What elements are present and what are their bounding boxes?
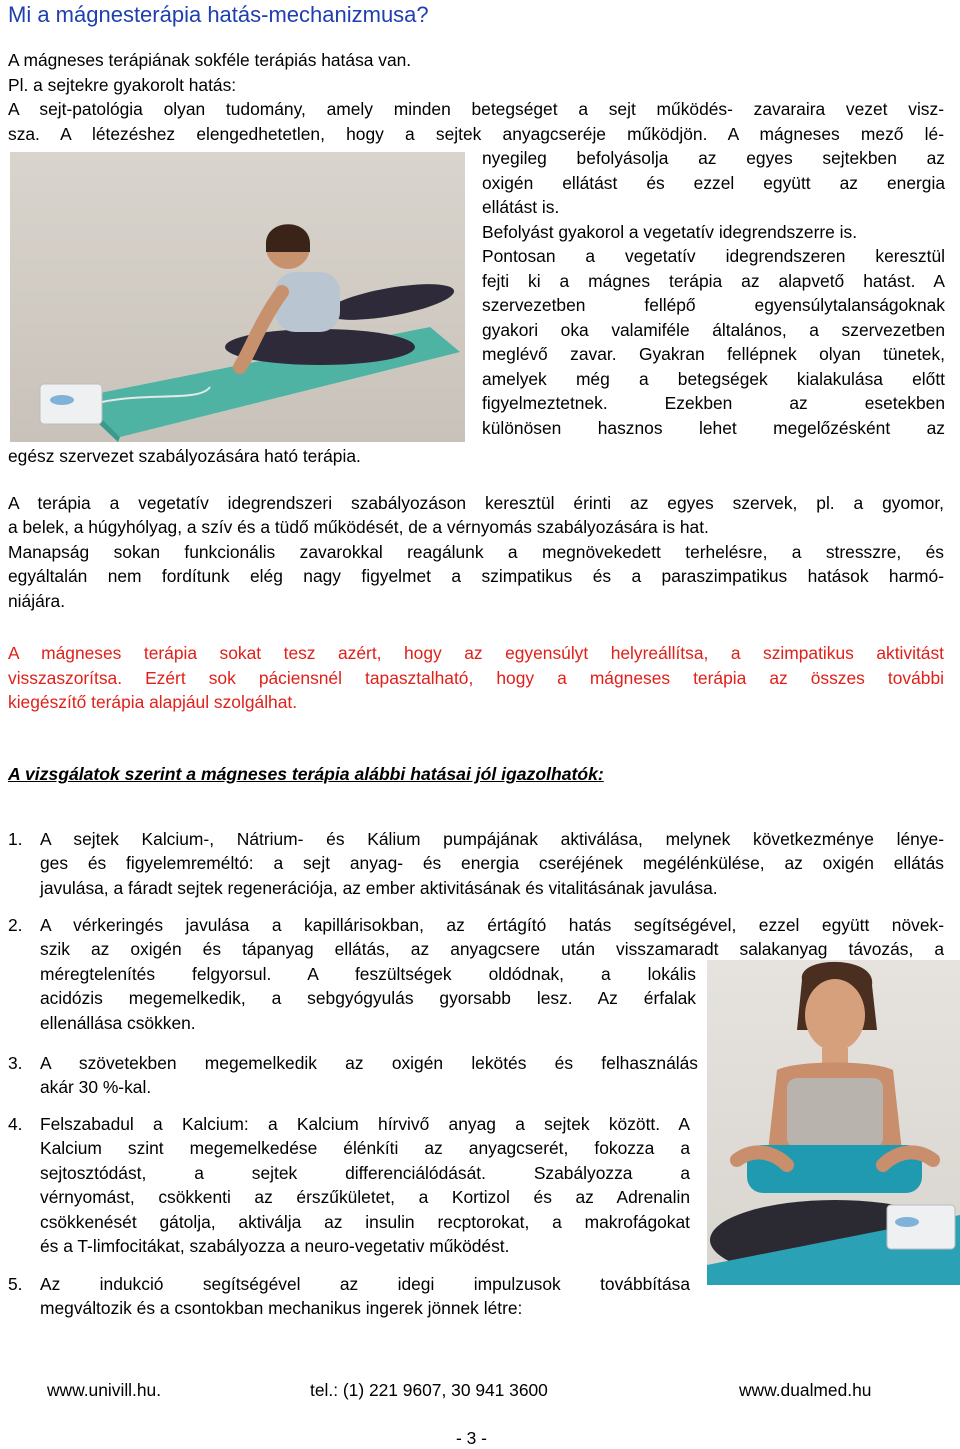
list-item-line: szik az oxigén és tápanyag ellátás, az anyagcsere után visszamaradt salakanyag távozás, a [40, 939, 944, 960]
wrap-line-2: oxigén ellátást és ezzel együtt az energia [482, 173, 945, 193]
page-title: Mi a mágnesterápia hatás-mechanizmusa? [8, 2, 429, 27]
wrap-line-5: Pontosan a vegetatív idegrendszeren keresztül [482, 246, 945, 266]
wrap-line-9: meglévő zavar. Gyakran fellépnek olyan tünetek, [482, 344, 945, 364]
intro-line-4: sza. A létezéshez elengedhetetlen, hogy a sejtek anyagcseréje működjön. A mágneses mező lé- [8, 124, 944, 144]
body-line-2: a belek, a húgyhólyag, a szív és a tüdő működését, de a vérnyomás szabályozására is hat. [8, 517, 709, 537]
list-item-4 [8, 1112, 690, 1258]
intro-line-1: A mágneses terápiának sokféle terápiás hatása van. [8, 50, 412, 70]
red-line-3: kiegészítő terápia alapjául szolgálhat. [8, 692, 298, 712]
list-item-line: ellenállása csökken. [40, 1012, 196, 1033]
wrap-tail: egész szervezet szabályozására ható terápia. [8, 446, 361, 466]
effects-heading: A vizsgálatok szerint a mágneses terápia alábbi hatásai jól igazolhatók: [8, 764, 604, 784]
list-item-line: Felszabadul a Kalcium: a Kalcium hírvivő anyag a sejtek között. A [40, 1114, 690, 1134]
therapy-mat-photo [10, 152, 465, 442]
page-number: - 3 - [456, 1428, 487, 1448]
list-item-line: sejtosztódást, a sejtek differenciálódását. Szabályozza a [40, 1162, 690, 1183]
list-number: 3. [8, 1053, 23, 1073]
red-line-1: A mágneses terápia sokat tesz azért, hogy az egyensúlyt helyreállítsa, a szimpatikus aktivitást [8, 643, 944, 663]
wrap-line-1: nyegileg befolyásolja az egyes sejtekben az [482, 148, 945, 168]
list-item-line: vérnyomást, csökkenti az érszűkületet, a Kortizol és az Adrenalin [40, 1187, 690, 1208]
body-line-5: niájára. [8, 591, 66, 611]
wrap-line-6: fejti ki a mágnes terápia az alapvető hatást. A [482, 271, 945, 291]
list-item-3 [8, 1051, 698, 1100]
list-number: 2. [8, 915, 23, 935]
wrap-line-4: Befolyást gyakorol a vegetatív idegrendszerre is. [482, 222, 858, 242]
sitting-woman-photo [707, 960, 960, 1285]
footer-phone: tel.: (1) 221 9607, 30 941 3600 [310, 1380, 548, 1400]
list-item-line: A sejtek Kalcium-, Nátrium- és Kálium pumpájának aktiválása, melynek következménye lénye- [40, 829, 944, 849]
list-item-5 [8, 1272, 690, 1321]
body-line-4: egyáltalán nem fordítunk elég nagy figyelmet a szimpatikus és a paraszimpatikus hatások harmó- [8, 566, 944, 586]
wrap-line-12: különösen hasznos lehet megelőzésként az [482, 418, 945, 438]
footer-website-left[interactable]: www.univill.hu. [47, 1380, 162, 1400]
list-item-line: A szövetekben megemelkedik az oxigén lekötés és felhasználás [40, 1053, 698, 1073]
list-item-line: A vérkeringés javulása a kapillárisokban, az értágító hatás segítségével, ezzel együtt növek- [40, 915, 944, 935]
list-item-line: megváltozik és a csontokban mechanikus ingerek jönnek létre: [40, 1298, 523, 1319]
red-line-2: visszaszorítsa. Ezért sok páciensnél tapasztalható, hogy a mágneses terápia az összes további [8, 668, 944, 688]
body-line-3: Manapság sokan funkcionális zavarokkal reagálunk a megnövekedett terhelésre, a stresszre, és [8, 542, 944, 562]
sitting-woman-illustration [707, 960, 960, 1285]
footer-website-right[interactable]: www.dualmed.hu [739, 1380, 872, 1400]
wrap-line-8: gyakori oka valamiféle általános, a szervezetben [482, 320, 945, 340]
list-number: 4. [8, 1114, 23, 1134]
list-item-line: és a T-limfocitákat, szabályozza a neuro-vegetativ működést. [40, 1236, 510, 1257]
list-item-line: javulása, a fáradt sejtek regenerációja, az ember aktivitásának és vitalitásának javulása. [40, 877, 718, 898]
list-item-line: Kalcium szint megemelkedése élénkíti az anyagcserét, fokozza a [40, 1138, 690, 1159]
intro-line-2: Pl. a sejtekre gyakorolt hatás: [8, 75, 237, 95]
list-item-line: méregtelenítés felgyorsul. A feszültségek oldódnak, a lokális [40, 963, 696, 984]
list-item-line: akár 30 %-kal. [40, 1077, 152, 1098]
wrap-line-7: szervezetben fellépő egyensúlytalanságoknak [482, 295, 945, 315]
list-item-line: ges és figyelemreméltó: a sejt anyag- és energia cseréjének megélénkülése, az oxigén ellátás [40, 853, 944, 874]
wrap-line-3: ellátást is. [482, 197, 560, 217]
wrap-line-10: amelyek még a betegségek kialakulása előtt [482, 369, 945, 389]
list-number: 1. [8, 829, 23, 849]
list-item-line: acidózis megemelkedik, a sebgyógyulás gyorsabb lesz. Az érfalak [40, 988, 696, 1009]
list-item-1 [8, 827, 944, 900]
body-line-1: A terápia a vegetatív idegrendszeri szabályozáson keresztül érinti az egyes szervek, pl. a gyomor, [8, 493, 944, 513]
wrap-line-11: figyelmeztetnek. Ezekben az esetekben [482, 393, 945, 413]
therapy-mat-illustration [10, 152, 465, 442]
list-item-line: csökkenését gátolja, aktiválja az insulin recptorokat, a makrofágokat [40, 1211, 690, 1232]
intro-line-3: A sejt-patológia olyan tudomány, amely minden betegséget a sejt működés- zavaraira vezet visz- [8, 99, 944, 119]
list-item-line: Az indukció segítségével az idegi impulzusok továbbítása [40, 1274, 690, 1294]
list-number: 5. [8, 1274, 23, 1294]
